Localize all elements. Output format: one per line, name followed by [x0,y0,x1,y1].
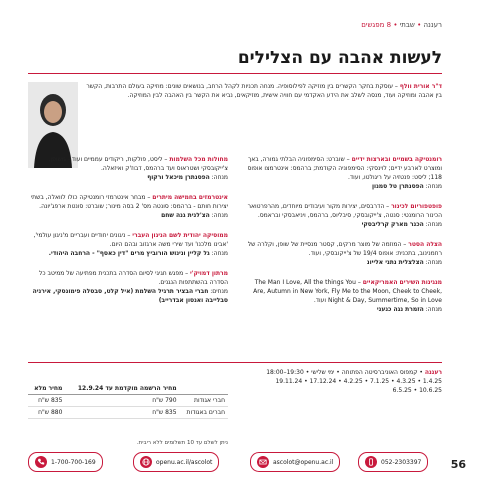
session-body: הדרבסים, יצירות מקור ועיבודים מיוחדים, מהרפרטואר הכינור הרומנטי: סנטה, צ'ייקובסקי, סיבליוס, ברהמס, ויניאבסקי ובראמס. [247,203,442,219]
title-divider [28,73,442,74]
session-body: מבחר אינטרמזי רומנטיקה כולו לוואלה, בשתי יצירות חותם - ברהמס: סונטה מס' 2 בסה מינור; שוברט: סונטת ארפג'יונה. [30,194,228,210]
page-title: לעשות אהבה עם הצלילים [237,48,442,68]
intro-text: עוסקת בחקר הקשרים בין מוזיקה לפילוסופיה. מנחה תכניות לקהל הרחב, בנושאים שונים: מוזיקה בעולם התרבות, הקשר בין אהבה ומוזיקה ועוד, מנסה לשלב את הידע האקדמי עם חוויה אישית, מוזיקאים, נביא את הקשר בין האהבה לבין המוזיקה. [86,83,442,99]
phone-number: 1-700-700-169 [51,458,96,466]
schedule-dates-line1: 19.11.24 • 17.12.24 • 4.2.25 • 7.1.25 • 4.3.25 • 1.4.25 [275,378,442,385]
payment-note: ניתן לשלם עד 10 תשלומים ללא ריבית. [136,440,228,446]
intro-name: ד"ר אורית וולף [399,83,442,90]
price-header-cell: מחיר מלא [28,383,65,395]
session-body: The Man I Love, All the things You Are, Autumn in New York, Fly Me to the Moon, Cheek to Cheek, Night & Day, Summertime, So in Love ועוד. [253,279,442,304]
session-item: רומנטיקה בשמיים ובארצות ידיים – שוברט: הסימפוניה הבלתי גמורה, באך ומוצרט לארבע ידיים; לוינסקי: הסימפוניה הקודמת; ברהמס: אינטרמצו אופוס 118; ליסט: פנטזיה על ריגולטו, ועוד. מנחה: הפסנתרן טל סמנון [247,156,442,190]
email-pill[interactable] [250,452,340,472]
session-heading: רומנטיקה בשמיים ובארצות ידיים [351,156,442,163]
price-header-cell [180,383,228,395]
table-cell: 835 ש"ח [65,407,179,419]
email-link: ascolot@openu.ac.il [273,458,334,466]
schedule-divider [28,362,442,363]
mobile-number: 052-2303397 [381,458,422,466]
session-lecturer: גל קליין ונינוש הורוביץ מרים "דין כאסף" - הרחבה היהודי. [48,250,210,257]
website-link: openu.ac.il/ascolot [156,458,213,466]
lecturer-label: מנחה: [425,183,442,190]
breadcrumb: רעננה • שבתי • 8 מפגשים [361,21,442,29]
session-lecturer: הפסנתרן מיכאל ורקוף [147,174,210,181]
schedule-dates-line2: 6.5.25 • 10.6.25 [392,387,442,394]
session-item: מרתון דמויק'י – מפגש חגיגי לסיום הסדרה בתכנית מפתיעה של ממיטב כל הסדרה בהשתתפות הנגנים. מנחים: חברי הבציר תרגיל השלמת (איל קלט, סבסלה פימונסקי, אירניה סבלייבה ואנסון אבדרייב) [32,270,228,304]
mobile-icon [365,456,377,468]
session-item: מחולות מכל השלמות – ליסט, פולקות, ריקודים עממיים ועוד - משופן, צ'ייקובסקי ושטראוס ועד ברהמס, דבוז'ק ואיזאלה. מנחה: הפסנתרן מיכאל ורקוף [48,156,228,181]
price-table [28,383,228,419]
web-pill[interactable] [133,452,219,472]
schedule-block: רעננה • קמפוס האוניברסיטה הפתוחה • ימי שלישי • 19:30–18:00 19.11.24 • 17.12.24 • 4.2.25 • 7.1.25 • 4.3.25 • 1.4.25 6.5.25 • 10.6.25 [242,368,442,395]
session-heading: ממוסיקה יהודית לשם הניגון העברי [132,232,228,239]
session-item: ממוסיקה יהודית לשם הניגון העברי – ניגונים יחודיים ועבריים מ'ניגון עולמי', 'אבינו מלכנו' ועד שירי משה ארגזוב ובהם היום. מנחה: גל קליין ונינוש הורוביץ מרים "דין כאסף" - הרחבה היהודי. [33,232,228,257]
lecturer-label: מנחה: [211,174,228,181]
session-heading: אינטרמזים בחמישה מיתרים [152,194,228,201]
session-lecturer: הכנר מארק קרליבסקי [361,221,424,228]
session-body: שוברט: הסימפוניה הבלתי גמורה, באך ומוצרט לארבע ידיים; לוינסקי: הסימפוניה הקודמת; ברהמס: אינטרמצו אופוס 118; ליסט: פנטזיה על ריגולטו, ועוד. [247,156,442,181]
mail-icon [257,456,269,468]
breadcrumb-part2: שבתי [399,21,415,29]
lecturer-label: מנחה: [211,250,228,257]
table-cell: חברים באגודות [180,407,228,419]
lecturer-label: מנחה: [425,221,442,228]
breadcrumb-part1: רעננה [423,21,442,29]
phone-pill[interactable] [28,452,103,472]
session-body: ניגונים יחודיים ועבריים מ'ניגון עולמי', 'אבינו מלכנו' ועד שירי משה ארגזוב ובהם היום. [33,232,228,248]
schedule-text: קמפוס האוניברסיטה הפתוחה • ימי שלישי • 19:30–18:00 [266,369,418,376]
mobile-pill[interactable] [358,452,428,472]
session-heading: מנגינות השירים האמריקאיים [362,279,442,286]
table-cell: 880 ש"ח [28,407,65,419]
sessions-columns [28,155,442,375]
breadcrumb-part3: 8 מפגשים [361,21,392,29]
session-heading: מרתון דמויק'י [190,270,228,277]
session-heading: הצלה הסטר [408,241,442,248]
session-item: מנגינות השירים האמריקאיים – The Man I Love, All the things You Are, Autumn in New York, Fly Me to the Moon, Cheek to Cheek, Night & Day, Summertime, So in Love ועוד. מנחה: הזמרת נגה כנעני [253,279,442,313]
table-cell: חברי אגודות [180,395,228,407]
session-item: פופטפוריום לכינור – הדרבסים, יצירות מקור ועיבודים מיוחדים, מהרפרטואר הכינור הרומנטי: סנטה, צ'ייקובסקי, סיבליוס, ברהמס, ויניאבסקי ובראמס. מנחה: הכנר מארק קרליבסקי [247,203,442,228]
globe-icon [140,456,152,468]
sessions-right-column [242,155,442,325]
price-table-header [28,383,228,395]
table-row [28,407,228,419]
session-item: הצלה הסטר – המוזמה של מוצר מרקים, קסטר מנסיית של שופן, וקלרה של רחמנינוב, בתכנית: אופוס 19/4 של צ'ייקובסקי, ועוד. מנחה: הצלצלית נתני אלייונ [247,241,442,266]
schedule-location: רעננה [424,369,442,376]
session-lecturer: הצלצלית נתני אלייונ [366,259,424,266]
lecturer-label: מנחה: [425,259,442,266]
table-cell: 835 ש"ח [28,395,65,407]
lecturer-label: מנחה: [211,212,228,219]
table-cell: 790 ש"ח [65,395,179,407]
session-lecturer: הזמרת נגה כנעני [376,306,424,313]
session-heading: פופטפוריום לכינור [391,203,442,210]
session-body: המוזמה של מוצר מרקים, קסטר מנסיית של שופן, וקלרה של רחמנינוב, בתכנית: אופוס 19/4 של צ'ייקובסקי, ועוד. [247,241,442,257]
lecturer-label: מנחה: [425,306,442,313]
session-lecturer: הצ'לנית גנה שחם [161,212,210,219]
sessions-left-column [28,155,228,316]
session-body: מפגש חגיגי לסיום הסדרה בתכנית מפתיעה של ממיטב כל הסדרה בהשתתפות הנגנים. [39,270,228,286]
price-header-cell: מחיר הרשמה מוקדמת עד 12.9.24 [65,383,179,395]
intro-paragraph: ד"ר אורית וולף – עוסקת בחקר הקשרים בין מוזיקה לפילוסופיה. מנחה תכניות לקהל הרחב, בנושאים שונים: מוזיקה בעולם התרבות, הקשר בין אהבה ומוזיקה ועוד, מנסה לשלב את הידע האקדמי עם חוויה אישית, מוזיקאים, נביא את הקשר בין האהבה לבין המוזיקה. [86,83,442,99]
session-heading: מחולות מכל השלמות [169,156,228,163]
page-number: 56 [450,458,466,471]
contact-footer [28,452,442,474]
session-lecturer: חברי הבציר תרגיל השלמת (איל קלט, סבסלה פימונסקי, אירניה סבלייבה ואנסון אבדרייב) [32,288,228,304]
session-item: אינטרמזים בחמישה מיתרים – מבחר אינטרמזי רומנטיקה כולו לוואלה, בשתי יצירות חותם - ברהמס: סונטה מס' 2 בסה מינור; שוברט: סונטת ארפג'יונה. מנחה: הצ'לנית גנה שחם [30,194,228,219]
session-body: ליסט, פולקות, ריקודים עממיים ועוד - משופן, צ'ייקובסקי ושטראוס ועד ברהמס, דבוז'ק ואיזאלה. [48,156,228,172]
session-lecturer: הפסנתרן טל סמנון [371,183,424,190]
table-row [28,395,228,407]
phone-icon [35,456,47,468]
lecturer-label: מנחים: [210,288,228,295]
